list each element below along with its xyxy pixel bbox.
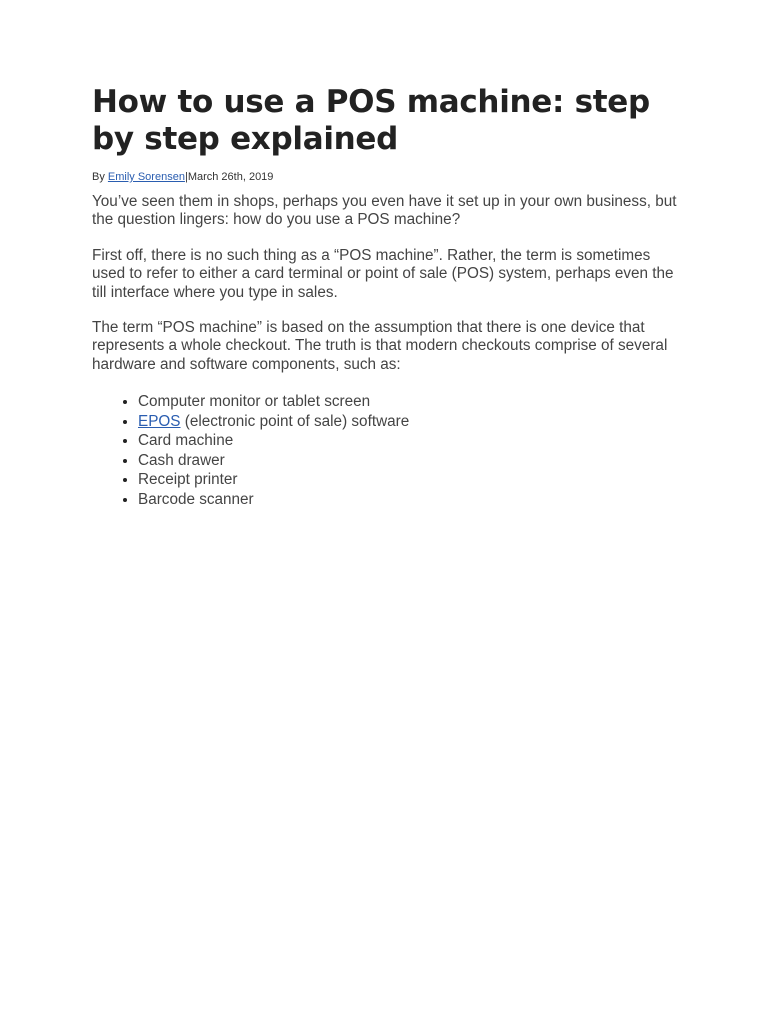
- list-item: [138, 470, 682, 490]
- article-title: How to use a POS machine: step by step explained: [92, 84, 650, 157]
- list-item-text: Barcode scanner: [138, 490, 254, 508]
- byline: [92, 170, 682, 184]
- list-item-text: Computer monitor or tablet screen: [138, 393, 371, 411]
- list-item-text: Card machine: [138, 432, 234, 450]
- list-item-text: Cash drawer: [138, 451, 225, 469]
- list-item: [138, 412, 682, 432]
- list-item: [138, 490, 682, 510]
- epos-link[interactable]: EPOS: [138, 412, 181, 430]
- list-item: [138, 392, 682, 412]
- byline-separator: |: [184, 171, 188, 183]
- publish-date: March 26th, 2019: [187, 171, 274, 183]
- article: [92, 84, 682, 509]
- components-paragraph: The term “POS machine” is based on the assumption that there is one device that represents a whole checkout. The truth is that modern checkouts comprise of several hardware and software components, such as:: [92, 319, 668, 373]
- list-item: [138, 451, 682, 471]
- byline-prefix: By: [92, 171, 108, 183]
- list-item-text: (electronic point of sale) software: [180, 412, 410, 430]
- definition-paragraph: First off, there is no such thing as a “POS machine”. Rather, the term is sometimes used to refer to either a card terminal or point of sale (POS) system, perhaps even the till interface where you type in sales.: [92, 246, 674, 301]
- author-link[interactable]: Emily Sorensen: [107, 171, 185, 183]
- list-item: [138, 431, 682, 451]
- list-item-text: Receipt printer: [138, 471, 238, 489]
- intro-paragraph: You’ve seen them in shops, perhaps you even have it set up in your own business, but the question lingers: how do you use a POS machine?: [92, 193, 677, 229]
- components-list: [92, 392, 682, 509]
